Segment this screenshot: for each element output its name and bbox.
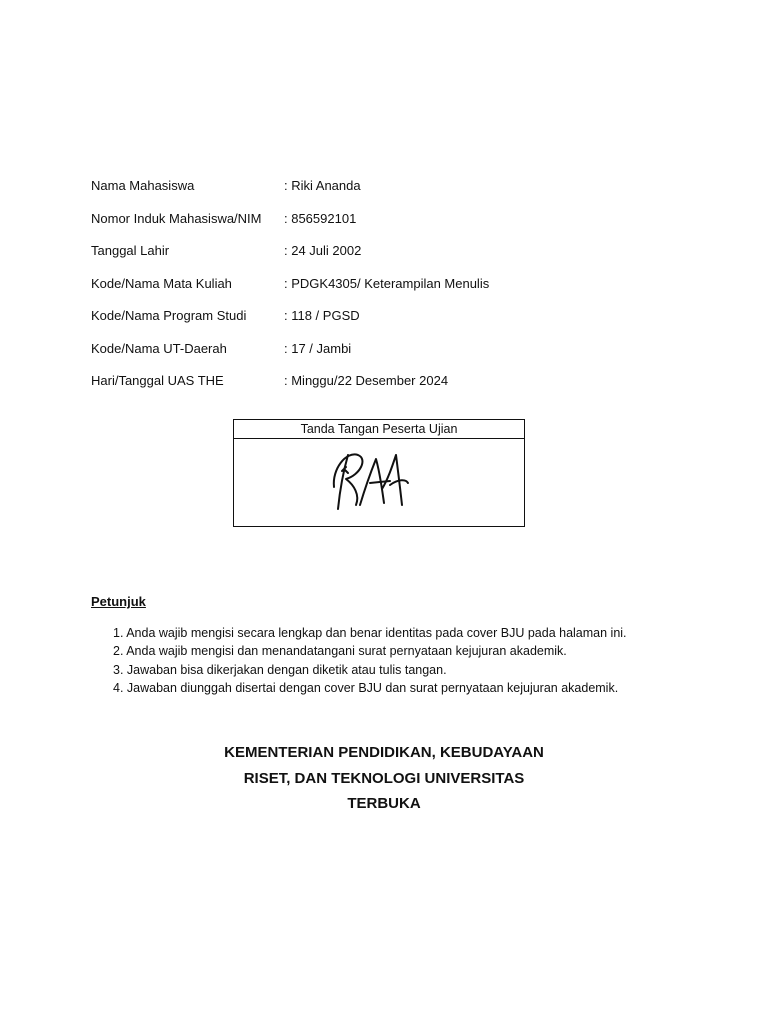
instruction-item: 1. Anda wajib mengisi secara lengkap dan benar identitas pada cover BJU pada halaman ini. [113,626,627,640]
instructions-list [113,624,627,697]
identity-value: : 856592101 [284,210,357,226]
identity-value: : 17 / Jambi [284,340,352,356]
instructions-title: Petunjuk [91,594,146,609]
identity-label: Nama Mahasiswa [91,178,195,193]
ministry-line: RISET, DAN TEKNOLOGI UNIVERSITAS [243,769,525,787]
ministry-heading [0,740,768,817]
handwritten-signature [326,449,416,519]
identity-label: Nomor Induk Mahasiswa/NIM [91,210,262,226]
signature-header: Tanda Tangan Peserta Ujian [234,420,524,439]
signature-box [233,419,525,527]
identity-value: : PDGK4305/ Keterampilan Menulis [284,275,490,291]
identity-label: Kode/Nama Mata Kuliah [91,275,232,291]
identity-value: : Riki Ananda [284,178,361,193]
instruction-item: 2. Anda wajib mengisi dan menandatangani surat pernyataan kejujuran akademik. [113,644,567,659]
signature-area [234,439,524,527]
ministry-line: KEMENTERIAN PENDIDIKAN, KEBUDAYAAN [224,744,544,761]
identity-value: : 118 / PGSD [284,308,360,323]
identity-label: Kode/Nama UT-Daerah [91,340,227,356]
identity-label: Kode/Nama Program Studi [91,308,247,323]
identity-label: Tanggal Lahir [91,243,170,258]
ministry-line: TERBUKA [347,795,421,812]
identity-value: : 24 Juli 2002 [284,243,362,258]
identity-label: Hari/Tanggal UAS THE [91,373,224,388]
identity-value: : Minggu/22 Desember 2024 [284,373,449,388]
instruction-item: 3. Jawaban bisa dikerjakan dengan diketik atau tulis tangan. [113,662,447,677]
instruction-item: 4. Jawaban diunggah disertai dengan cover BJU dan surat pernyataan kejujuran akademik. [113,680,619,695]
